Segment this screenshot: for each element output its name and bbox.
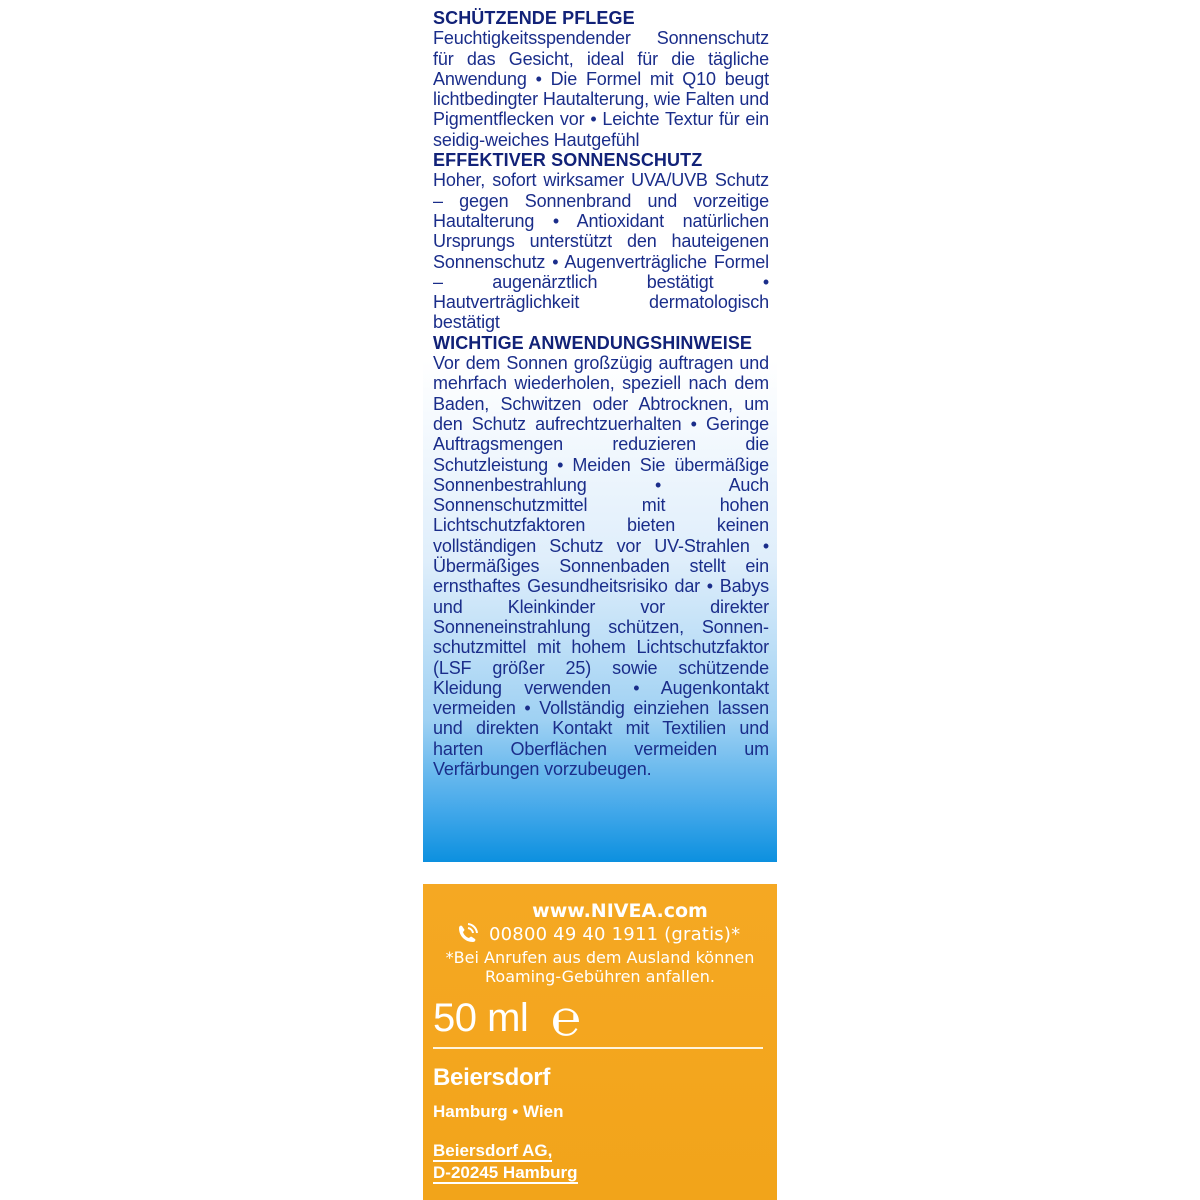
brand-cities: Hamburg • Wien <box>433 1102 564 1121</box>
roaming-note <box>423 948 777 986</box>
roaming-note-line1: *Bei Anrufen aus dem Ausland können <box>445 948 755 967</box>
phone-number[interactable]: 00800 49 40 1911 (gratis)* <box>489 924 741 945</box>
section-text-protection: Hoher, sofort wirksamer UVA/UVB Schutz – gegen Sonnenbrand und vorzeitige Hautalterung • Antioxidant natürlichen Ursprungs unterstützt den hauteigenen Sonnenschutz • Augenverträgliche Formel – augenärztlich bestätigt • Hautverträglichkeit dermatologisch bestätigt <box>433 170 769 333</box>
info-panel <box>423 0 777 862</box>
company-postal: D-20245 Hamburg <box>433 1163 578 1182</box>
phone-row <box>453 922 773 948</box>
section-heading-protection: EFFEKTIVER SONNENSCHUTZ <box>433 150 703 171</box>
brand-name: Beiersdorf <box>433 1064 551 1091</box>
info-text-block <box>433 8 769 779</box>
roaming-note-line2: Roaming-Gebühren anfallen. <box>485 967 715 986</box>
divider <box>433 1047 763 1049</box>
section-text-usage: Vor dem Sonnen großzügig auftragen und mehrfach wiederholen, speziell nach dem Baden, Schwitzen oder Abtrocknen, um den Schutz aufrechtzuerhalten • Geringe Auftragsmengen reduzieren die Schutzleistung • Meiden Sie übermäßige Sonnenbestrahlung • Auch Sonnenschutzmittel mit hohen Lichtschutzfaktoren bieten keinen vollständigen Schutz vor UV-Strahlen • Übermäßiges Sonnenbaden stellt ein ernsthaftes Gesundheitsrisiko dar • Babys und Kleinkinder vor direkter Sonneneinstrahlung schützen, Sonnenschutzmittel mit hohem Lichtschutzfaktor (LSF größer 25) sowie schützende Kleidung verwenden • Augenkontakt vermeiden • Vollständig einziehen lassen und direkten Kontakt mit Textilien und harten Oberflächen vermeiden um Verfärbungen vorzubeugen. <box>433 353 769 779</box>
section-heading-usage: WICHTIGE ANWENDUNGSHINWEISE <box>433 332 753 353</box>
company-address <box>433 1140 578 1184</box>
section-text-care: Feuchtigkeitsspendender Sonnenschutz für das Gesicht, ideal für die tägliche Anwendung • Die Formel mit Q10 beugt lichtbedingter Hautalterung, wie Falten und Pigmentflecken vor • Leichte Textur für ein seidig-weiches Hautgefühl <box>433 28 769 150</box>
website-link[interactable]: www.NIVEA.com <box>532 900 708 922</box>
estimated-sign: ℮ <box>551 988 582 1047</box>
contact-panel <box>423 884 777 1200</box>
section-heading-care: SCHÜTZENDE PFLEGE <box>433 8 635 28</box>
company-name: Beiersdorf AG, <box>433 1141 553 1160</box>
phone-icon <box>453 920 483 950</box>
volume-label: 50 ml <box>433 996 529 1040</box>
